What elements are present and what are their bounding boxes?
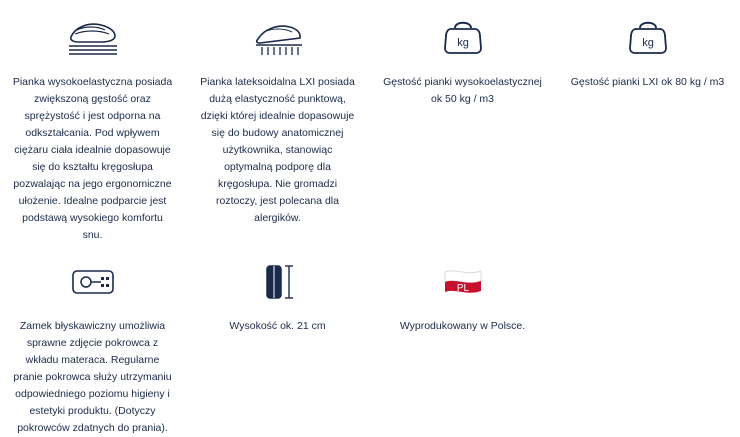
latex-foam-point-elasticity-icon xyxy=(250,10,306,66)
weight-kg-icon xyxy=(438,10,488,66)
memory-foam-pillow-icon xyxy=(65,10,121,66)
mattress-height-icon xyxy=(255,254,301,310)
feature-item-memory-foam xyxy=(0,0,185,244)
weight-icon-label: kg xyxy=(641,37,654,49)
feature-text: Pianka wysokoelastyczna posiada zwiększoną gęstość oraz sprężystość i jest odporna na odkształcania. Pod wpływem ciężaru ciała idealnie dopasowuje się do kształtu kręgosłupa pozwalając na jego ergonomiczne ułożenie. Idealne podparcie jest podstawą wysokiego komfortu snu. xyxy=(12,76,173,241)
feature-item-height xyxy=(185,244,370,437)
weight-kg-icon xyxy=(623,10,673,66)
feature-text: Gęstość pianki wysokoelastycznej ok 50 kg / m3 xyxy=(383,76,542,105)
weight-icon-label: kg xyxy=(456,37,469,49)
feature-item-latex-foam xyxy=(185,0,370,244)
feature-text: Wysokość ok. 21 cm xyxy=(229,320,326,332)
feature-item-made-in-poland xyxy=(370,244,555,437)
feature-text: Pianka lateksoidalna LXI posiada dużą elastyczność punktową, dzięki której idealnie dopasowuje się do budowy anatomicznej użytkownika, stanowiąc optymalną podporę dla kręgosłupa. Nie gromadzi roztoczy, jest polecana dla alergików. xyxy=(200,76,355,224)
zipper-icon xyxy=(67,254,119,310)
feature-text: Wyprodukowany w Polsce. xyxy=(399,320,526,332)
polish-flag-icon xyxy=(437,254,489,310)
feature-item-density-highly-elastic xyxy=(370,0,555,244)
feature-item-zipper xyxy=(0,244,185,437)
feature-item-density-lxi xyxy=(555,0,740,244)
feature-text: Gęstość pianki LXI ok 80 kg / m3 xyxy=(570,76,725,88)
feature-text: Zamek błyskawiczny umożliwia sprawne zdjęcie pokrowca z wkładu materaca. Regularne pranie pokrowca służy utrzymaniu odpowiedniego poziomu higieny i estetyki produktu. (Dotyczy pokrowców zdatnych do prania). xyxy=(13,320,172,434)
flag-country-label: PL xyxy=(456,283,469,294)
